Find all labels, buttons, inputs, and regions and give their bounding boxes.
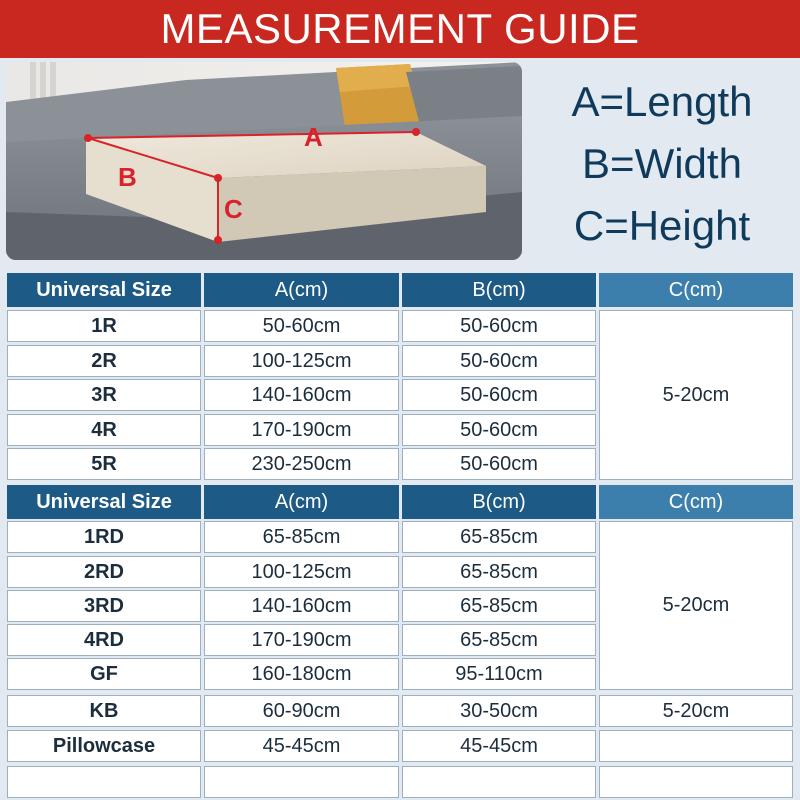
table2-row-b: 65-85cm <box>402 590 596 622</box>
table1-row-size: 4R <box>7 414 201 446</box>
table2-row-size: 3RD <box>7 590 201 622</box>
title-banner <box>0 0 800 58</box>
table2-empty-cell <box>7 766 201 798</box>
table1-header-c: C(cm) <box>599 273 793 307</box>
table2-row-b: 95-110cm <box>402 658 596 690</box>
legend-length: A=Length <box>571 78 753 125</box>
table2-header-c: C(cm) <box>599 485 793 519</box>
table2-header-a: A(cm) <box>204 485 399 519</box>
table1-header-b: B(cm) <box>402 273 596 307</box>
table1-row-b: 50-60cm <box>402 310 596 342</box>
table2-row-b: 30-50cm <box>402 695 596 727</box>
table1-row-b: 50-60cm <box>402 345 596 377</box>
table1-row-b: 50-60cm <box>402 414 596 446</box>
table2-row-size: Pillowcase <box>7 730 201 762</box>
legend-height: C=Height <box>573 202 751 249</box>
table2-empty-cell <box>599 766 793 798</box>
table2-header-b: B(cm) <box>402 485 596 519</box>
table2-row-a: 100-125cm <box>204 556 399 588</box>
table2-row-b: 65-85cm <box>402 521 596 553</box>
table2-row-b: 65-85cm <box>402 556 596 588</box>
table2-row-a: 45-45cm <box>204 730 399 762</box>
table1-row-a: 170-190cm <box>204 414 399 446</box>
cushion-illustration <box>6 62 522 260</box>
table1-row-size: 2R <box>7 345 201 377</box>
table1-c-merged: 5-20cm <box>599 310 793 480</box>
table1-row-size: 5R <box>7 448 201 480</box>
table2-row-size: KB <box>7 695 201 727</box>
table1-header-size: Universal Size <box>7 273 201 307</box>
table1-row-a: 50-60cm <box>204 310 399 342</box>
table2-row-a: 65-85cm <box>204 521 399 553</box>
cushion-diagram <box>6 62 522 260</box>
table1-row-a: 230-250cm <box>204 448 399 480</box>
table1-row-size: 3R <box>7 379 201 411</box>
table2-header-size: Universal Size <box>7 485 201 519</box>
table1-row-b: 50-60cm <box>402 379 596 411</box>
table2-row-a: 140-160cm <box>204 590 399 622</box>
table2-c-merged: 5-20cm <box>599 521 793 690</box>
table1-row-a: 140-160cm <box>204 379 399 411</box>
legend-width: B=Width <box>582 140 742 187</box>
table2-row-c: 5-20cm <box>599 695 793 727</box>
table2-row-size: GF <box>7 658 201 690</box>
table2-row-a: 60-90cm <box>204 695 399 727</box>
guide-title: MEASUREMENT GUIDE <box>160 5 640 52</box>
table1-row-size: 1R <box>7 310 201 342</box>
table2-row-a: 170-190cm <box>204 624 399 656</box>
table1-row-b: 50-60cm <box>402 448 596 480</box>
table1-header-a: A(cm) <box>204 273 399 307</box>
table2-row-size: 2RD <box>7 556 201 588</box>
dimension-legend <box>530 70 794 258</box>
table2-row-size: 1RD <box>7 521 201 553</box>
table1-row-a: 100-125cm <box>204 345 399 377</box>
label-c: C <box>224 194 243 224</box>
table2-row-c <box>599 730 793 762</box>
table2-row-size: 4RD <box>7 624 201 656</box>
label-b: B <box>118 162 137 192</box>
table2-empty-cell <box>204 766 399 798</box>
table2-row-b: 65-85cm <box>402 624 596 656</box>
table2-row-b: 45-45cm <box>402 730 596 762</box>
table2-row-a: 160-180cm <box>204 658 399 690</box>
table2-empty-cell <box>402 766 596 798</box>
label-a: A <box>304 122 323 152</box>
